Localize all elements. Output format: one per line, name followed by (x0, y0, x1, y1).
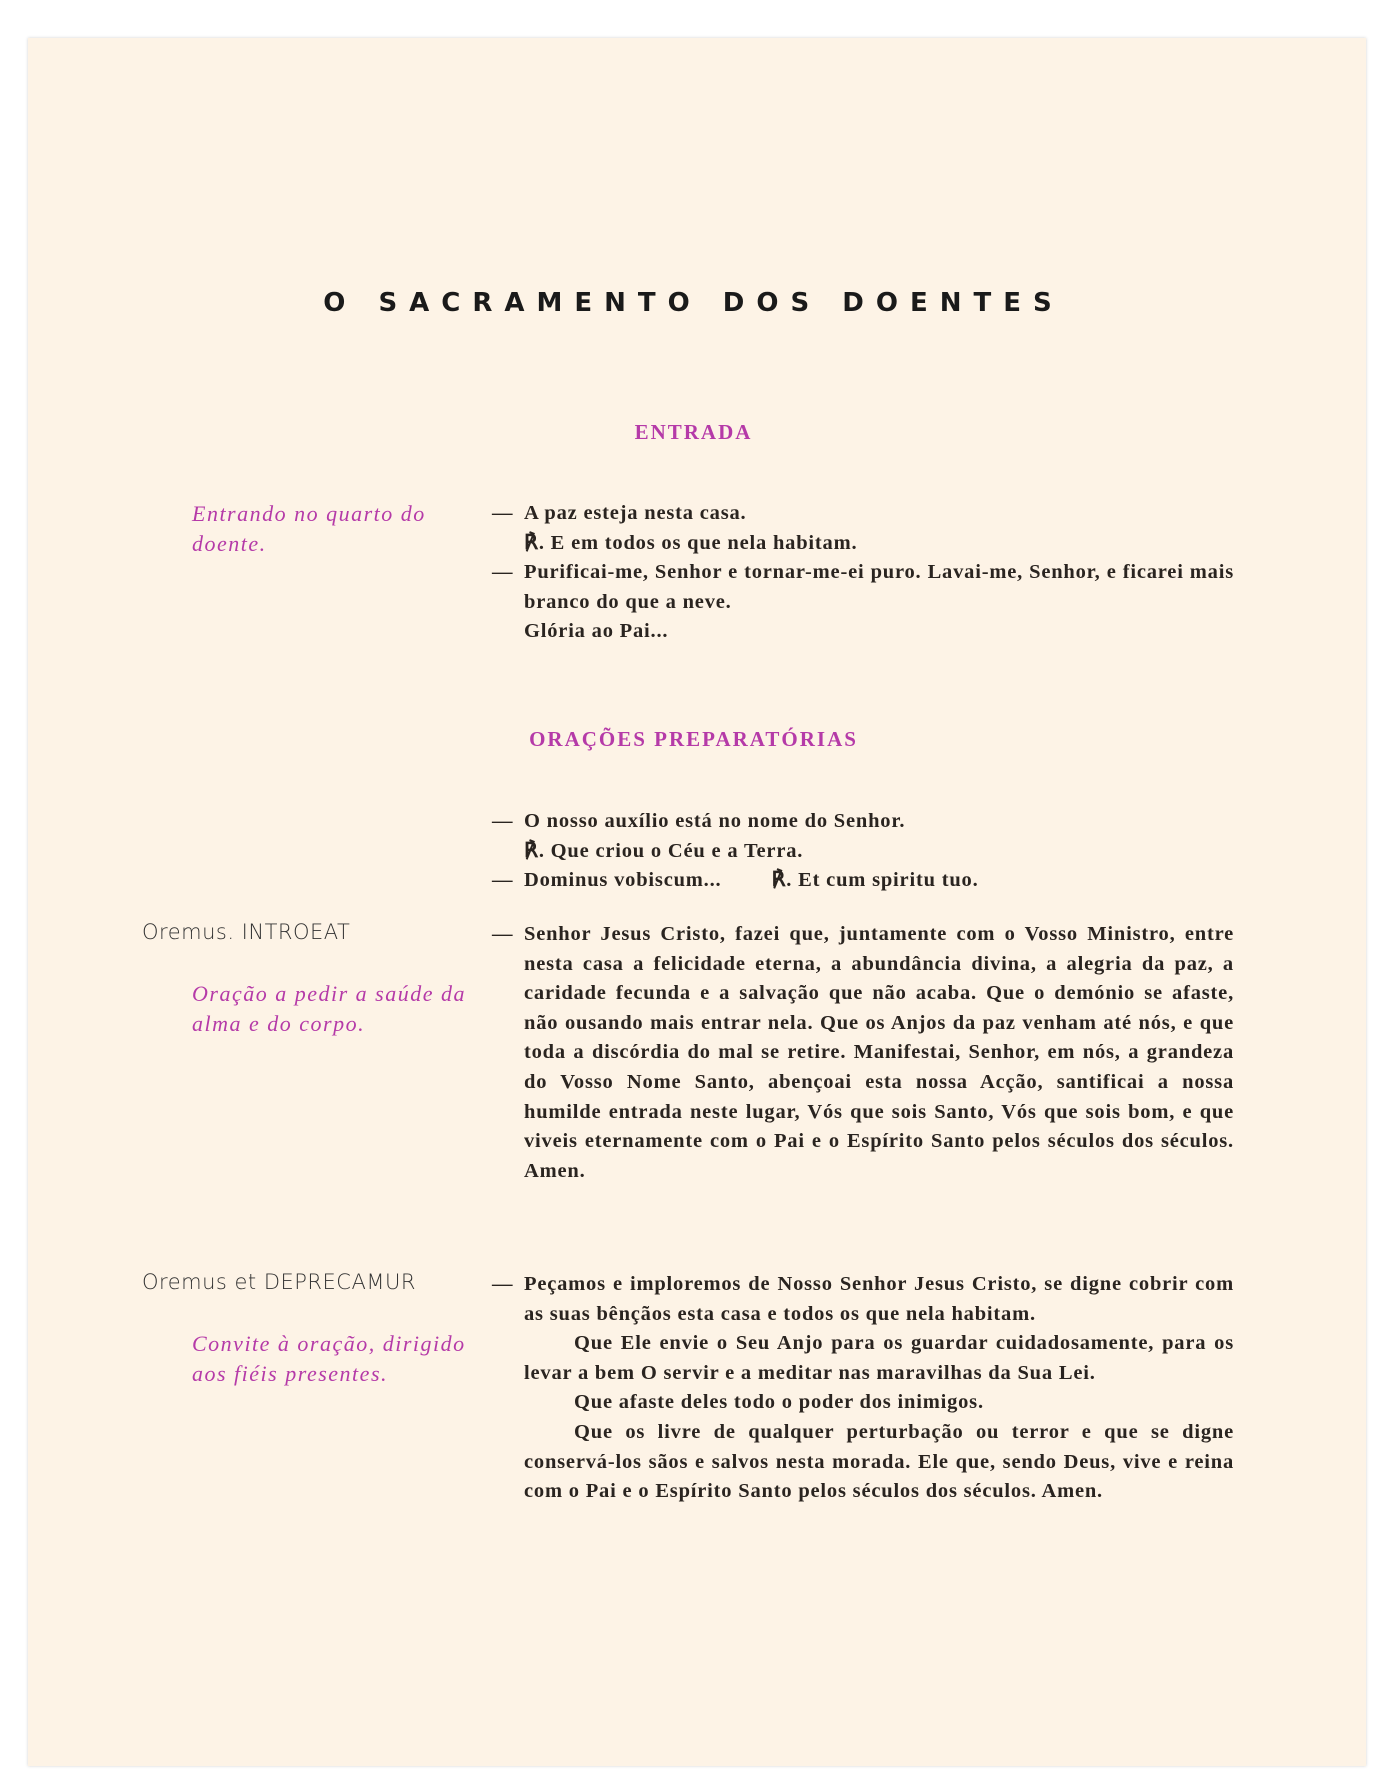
entrada-text (492, 499, 1234, 647)
oracoes-text (492, 807, 1234, 896)
deprecamur-prayer (492, 1270, 1234, 1507)
page-title: O SACRAMENTO DOS DOENTES (323, 288, 1064, 318)
response: ℟. Que criou o Céu e a Terra. (524, 839, 804, 862)
prayer-paragraph: Que Ele envie o Seu Anjo para os guardar cuidadosamente, para os levar a bem O servir e a meditar nas maravilhas da Sua Lei. (524, 1332, 1234, 1384)
introeat-label: Oremus. INTROEAT (142, 920, 351, 944)
deprecamur-label: Oremus et DEPRECAMUR (142, 1270, 416, 1294)
versicle: — Purificai-me, Senhor e tornar-me-ei puro. Lavai-me, Senhor, e ficarei mais branco do que a neve. (492, 561, 1234, 613)
versicle: — Dominus vobiscum... ℟. Et cum spiritu tuo. (492, 869, 979, 892)
section-heading-entrada: ENTRADA (634, 420, 753, 444)
introeat-prayer: — Senhor Jesus Cristo, fazei que, juntamente com o Vosso Ministro, entre nesta casa a felicidade eterna, a abundância divina, a alegria da paz, a caridade fecunda e a salvação que não acaba. Que o demónio se afaste, não ousando mais entrar nela. Que os Anjos da paz venham até nós, e que toda a discórdia do mal se retire. Manifestai, Senhor, em nós, a grandeza do Vosso Nome Santo, abençoai esta nossa Acção, santificai a nossa humilde entrada neste lugar, Vós que sois Santo, Vós que sois bom, e que viveis eternamente com o Pai e o Espírito Santo pelos séculos dos séculos. Amen. (492, 923, 1234, 1182)
deprecamur-rubric: Convite à oração, dirigido aos fiéis presentes. (192, 1331, 466, 1386)
entrada-rubric: Entrando no quarto do doente. (192, 501, 426, 556)
section-heading-oracoes: ORAÇÕES PREPARATÓRIAS (529, 727, 858, 751)
prayer-paragraph: Que afaste deles todo o poder dos inimigos. (574, 1391, 984, 1414)
versicle: — O nosso auxílio está no nome do Senhor. (492, 810, 906, 832)
response: ℟. E em todos os que nela habitam. (524, 531, 858, 554)
doxology-line: Glória ao Pai... (524, 620, 669, 643)
introeat-rubric: Oração a pedir a saúde da alma e do corpo. (192, 981, 466, 1036)
response: ℟. Et cum spiritu tuo. (771, 869, 979, 892)
prayer-paragraph: Que os livre de qualquer perturbação ou terror e que se digne conservá-los sãos e salvos nesta morada. Ele que, sendo Deus, vive e reina com o Pai e o Espírito Santo pelos séculos dos séculos. Amen. (524, 1420, 1234, 1503)
versicle: — A paz esteja nesta casa. (492, 502, 747, 524)
prayer-paragraph: — Peçamos e imploremos de Nosso Senhor Jesus Cristo, se digne cobrir com as suas bênçãos esta casa e todos os que nela habitam. (492, 1273, 1234, 1325)
